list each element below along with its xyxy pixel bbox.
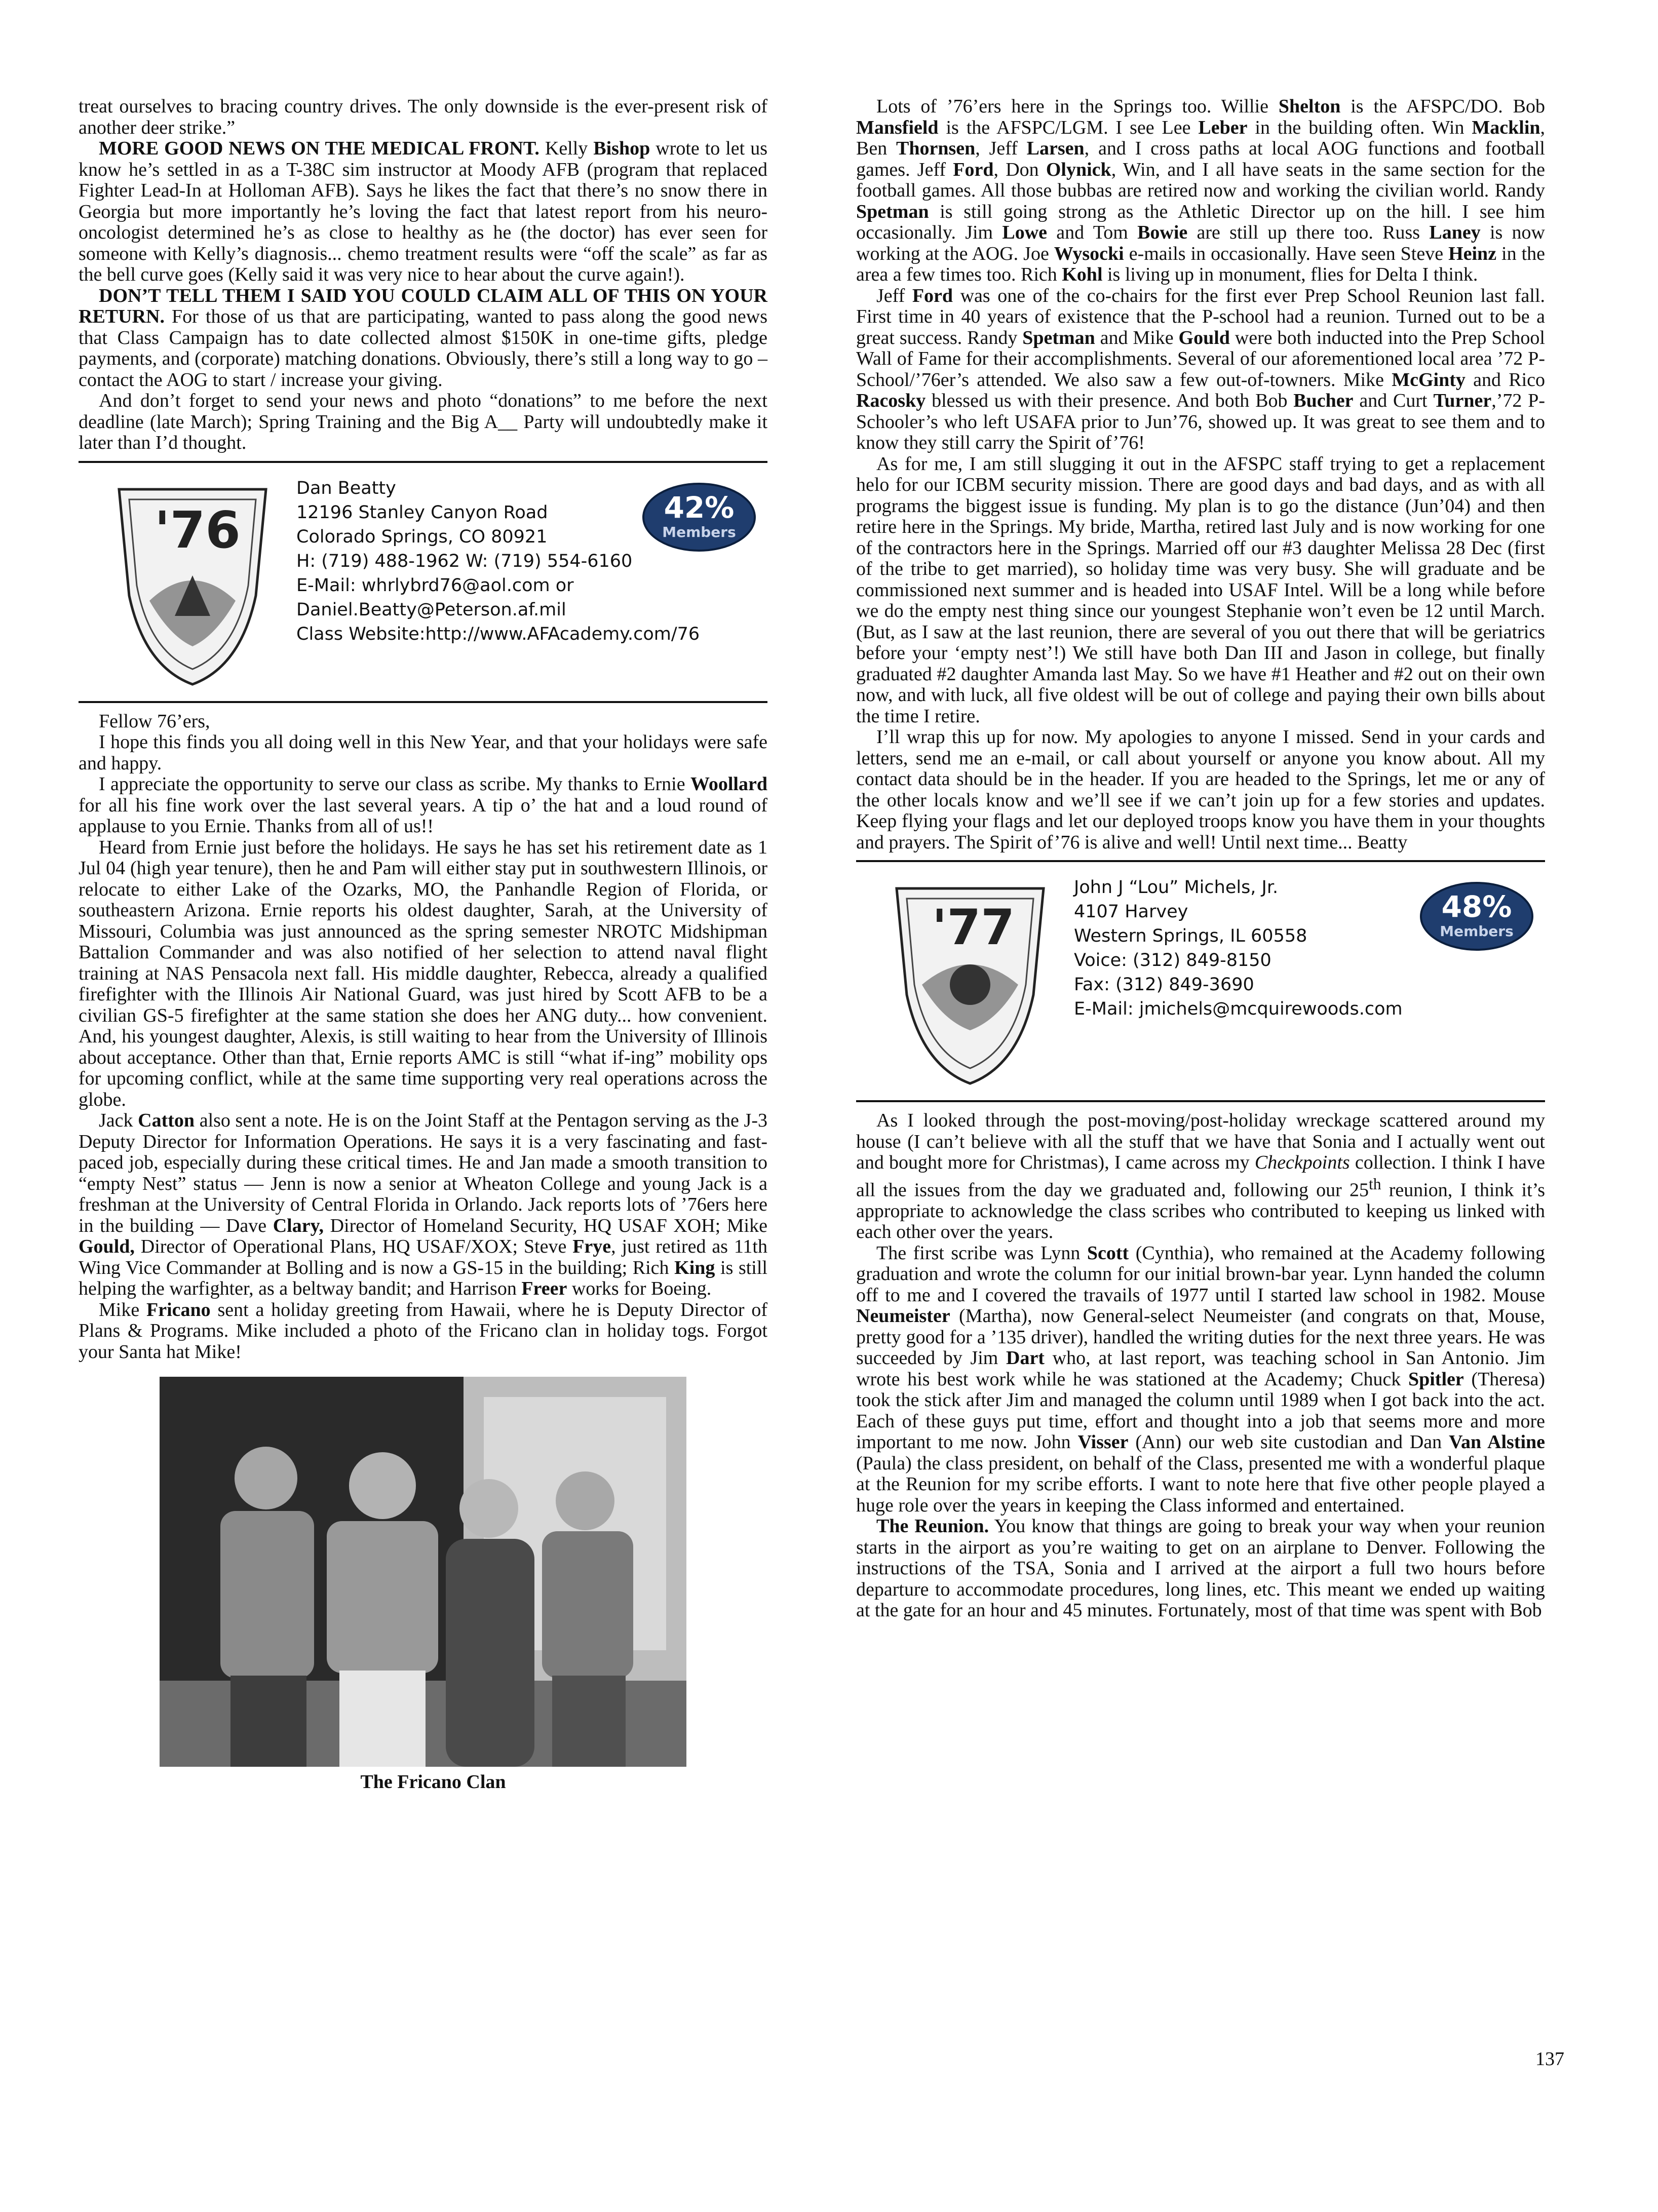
scribe-contact-info [296, 476, 700, 646]
scribe-name: Dan Beatty [296, 478, 396, 498]
photo-caption: The Fricano Clan [360, 1771, 506, 1793]
paragraph: MORE GOOD NEWS ON THE MEDICAL FRONT. Kelly Bishop wrote to let us know he’s settled in as a T-38C sim instructor at Moody AFB (program that replaced Fighter Lead-In at Holloman AFB). Says he likes the fact that there’s no snow there in Georgia but more importantly he’s loving the fact that latest report from his neuro-oncologist determined he’s as close to healthy as he (the doctor) has ever seen for someone with Kelly’s diagnosis... chemo treatment results were “off the scale” as far as the bell curve goes (Kelly said it was very nice to hear about the curve again!). [79, 138, 767, 285]
scribe-street: 12196 Stanley Canyon Road [296, 502, 548, 523]
scribe-voice: Voice: (312) 849-8150 [1074, 950, 1271, 971]
membership-badge [641, 481, 757, 553]
crest-year-label: '77 [932, 899, 1015, 956]
paragraph: As for me, I am still slugging it out in the AFSPC staff trying to get a replacement helo for our ICBM security mission. There are good days and bad days, and as with all programs the biggest issue is funding. My plan is to go the distance (Jun’04) and then retire here in the Springs. My bride, Martha, retired last July and is now working for one of the contractors here in the Springs. Married off our #3 daughter Melissa 28 Dec (first of the tribe to get married), so holiday time was very busy. She will graduate and be commissioned next summer and is headed into USAF Intel. Will be a long while before we do the empty nest thing since our youngest Stephanie won’t even be 12 until March. (But, as I saw at the last reunion, there are several of you out there that will be geriatrics before your ‘empty nest’!) We still have both Dan III and Jason in college, but finally graduated #2 daughter Amanda last May. So we have #1 Heather and #2 out on their own now, and with luck, all five oldest will be out of college and paying their own bills about the time I retire. [856, 453, 1545, 727]
membership-percent: 48% [1441, 889, 1512, 924]
paragraph: As I looked through the post-moving/post-holiday wreckage scattered around my house (I can’t believe with all the stuff that we have that Sonia and I actually went out and bought more for Christmas), I came across my Checkpoints collection. I think I have all the issues from the day we graduated and, following our 25th reunion, I think it’s appropriate to acknowledge the class scribes who contributed to keeping us linked with each other over the years. [856, 1110, 1545, 1243]
paragraph: Heard from Ernie just before the holidays. He says he has set his retirement date as 1 Jul 04 (high year tenure), then he and Pam will either stay put in southwestern Illinois, or relocate to either Lake of the Ozarks, MO, the Panhandle Region of Florida, or southeastern Arizona. Ernie reports his oldest daughter, Sarah, at the University of Missouri, Columbia was just announced as the spring semester NROTC Midshipman Battalion Commander and was also notified of her selection to attend naval flight training at NAS Pensacola next fall. His middle daughter, Rebecca, already a qualified firefighter with the Illinois Air National Guard, was just hired by Scott AFB to be a civilian GS-5 firefighter at the same station she does her ANG duty... how convenient. And, his youngest daughter, Alexis, is still waiting to hear from the University of Illinois about acceptance. Other than that, Ernie reports AMC is still “what if-ing” mobility ops for upcoming conflict, while at the same time supporting very real operations across the globe. [79, 836, 767, 1110]
paragraph: Fellow 76’ers, [99, 710, 210, 732]
scribe-email: E-Mail: jmichels@mcquirewoods.com [1074, 999, 1403, 1019]
left-column [79, 96, 767, 1793]
crest-year-label: '76 [155, 500, 241, 560]
scribe-street: 4107 Harvey [1074, 902, 1188, 922]
scribe-contact-info [1074, 875, 1403, 1021]
class-crest-icon [114, 484, 271, 687]
class-crest-icon [892, 883, 1049, 1086]
scribe-email-2: Daniel.Beatty@Peterson.af.mil [296, 599, 566, 620]
right-column [856, 96, 1545, 1621]
class-1977-header [856, 860, 1545, 1102]
membership-badge [1418, 880, 1535, 952]
class-1976-header [79, 461, 767, 703]
paragraph: The first scribe was Lynn Scott (Cynthia), who remained at the Academy following graduation and wrote the column for our initial brown-bar year. Lynn handed the column off to me and I covered the travails of 1977 until I started law school in 1982. Mouse Neumeister (Martha), now General-select Neumeister (and congrats on that, Mouse, pretty good for a ’135 driver), handled the writing duties for the next three years. He was succeeded by Jim Dart who, at last report, was teaching school in San Antonio. Jim wrote his best work while he was stationed at the Academy; Chuck Spitler (Theresa) took the stick after Jim and managed the column until 1989 when I got back into the act. Each of these guys put time, effort and thought into a job that seems more and more important to me now. John Visser (Ann) our web site custodian and Dan Van Alstine (Paula) the class president, on behalf of the Class, presented me with a wonderful plaque at the Reunion for my scribe efforts. I want to note here that five other people played a huge role over the years in keeping the Class informed and entertained. [856, 1242, 1546, 1516]
paragraph: DON’T TELL THEM I SAID YOU COULD CLAIM ALL OF THIS ON YOUR RETURN. For those of us that are participating, wanted to pass along the good news that Class Campaign has to date collected almost $150K in one-time gifts, pledge payments, and (corporate) matching donations. Obviously, there’s still a long way to go – contact the AOG to start / increase your giving. [79, 285, 767, 391]
paragraph: Mike Fricano sent a holiday greeting from Hawaii, where he is Deputy Director of Plans & Programs. Mike included a photo of the Fricano clan in holiday togs. Forgot your Santa hat Mike! [79, 1299, 767, 1363]
scribe-email: E-Mail: whrlybrd76@aol.com or [296, 575, 574, 596]
paragraph: I’ll wrap this up for now. My apologies to anyone I missed. Send in your cards and letters, send me an e-mail, or call about yourself or anyone you know about. All my contact data should be in the header. If you are headed to the Springs, let me or any of the other locals know and we’ll see if we can’t join up for a few stories and updates. Keep flying your flags and let our deployed troops know you have them in your thoughts and prayers. The Spirit of’76 is alive and well! Until next time... Beatty [856, 726, 1545, 853]
paragraph: Lots of ’76’ers here in the Springs too. Willie Shelton is the AFSPC/DO. Bob Mansfield is the AFSPC/LGM. I see Lee Leber in the building often. Win Macklin, Ben Thornsen, Jeff Larsen, and I cross paths at local AOG functions and football games. Jeff Ford, Don Olynick, Win, and I all have seats in the same section for the football games. All those bubbas are retired now and working the civilian world. Randy Spetman is still going strong as the Athletic Director up on the hill. I see him occasionally. Jim Lowe and Tom Bowie are still up there too. Russ Laney is now working at the AOG. Joe Wysocki e-mails in occasionally. Have seen Steve Heinz in the area a few times too. Rich Kohl is living up in monument, flies for Delta I think. [856, 96, 1546, 285]
paragraph: Jack Catton also sent a note. He is on the Joint Staff at the Pentagon serving as the J-3 Deputy Director for Information Operations. He says it is a very fascinating and fast-paced job, especially during these critical times. He and Jan made a smooth transition to “empty Nest” status — Jenn is now a senior at Wheaton College and young Jack is a freshman at the University of Central Florida in Orlando. Jack reports lots of ’76ers here in the building — Dave Clary, Director of Homeland Security, HQ USAF XOH; Mike Gould, Director of Operational Plans, HQ USAF/XOX; Steve Frye, just retired as 11th Wing Vice Commander at Bolling and is now a GS-15 in the building; Rich King is still helping the warfighter, as a beltway bandit; and Harrison Freer works for Boeing. [79, 1110, 767, 1299]
scribe-phones: H: (719) 488-1962 W: (719) 554-6160 [296, 551, 633, 571]
page-number: 137 [1535, 2048, 1564, 2070]
scribe-city: Western Springs, IL 60558 [1074, 926, 1307, 946]
membership-label: Members [1440, 923, 1514, 940]
paragraph: treat ourselves to bracing country drives. The only downside is the ever-present risk of another deer strike.” [79, 96, 767, 138]
membership-label: Members [662, 523, 736, 540]
paragraph: I hope this finds you all doing well in this New Year, and that your holidays were safe and happy. [79, 731, 767, 774]
class-website: Class Website:http://www.AFAcademy.com/76 [296, 624, 700, 644]
scribe-name: John J “Lou” Michels, Jr. [1074, 877, 1279, 898]
scribe-fax: Fax: (312) 849-3690 [1074, 975, 1254, 995]
membership-percent: 42% [664, 490, 735, 525]
paragraph: I appreciate the opportunity to serve our class as scribe. My thanks to Ernie Woollard for all his fine work over the last several years. A tip o’ the hat and a loud round of applause to you Ernie. Thanks from all of us!! [79, 773, 767, 837]
scribe-city: Colorado Springs, CO 80921 [296, 526, 548, 547]
paragraph: Jeff Ford was one of the co-chairs for the first ever Prep School Reunion last fall. First time in 40 years of existence that the P-school had a reunion. Turned out to be a great success. Randy Spetman and Mike Gould were both inducted into the Prep School Wall of Fame for their accomplishments. Several of our aforementioned local area ’72 P-School/’76er’s attended. We also saw a few out-of-towners. Mike McGinty and Rico Racosky blessed us with their presence. And both Bob Bucher and Curt Turner,’72 P-Schooler’s who left USAFA prior to Jun’76, showed up. It was great to see them and to know they still carry the Spirit of’76! [856, 285, 1545, 453]
family-photo [160, 1377, 686, 1767]
paragraph: And don’t forget to send your news and photo “donations” to me before the next deadline (late March); Spring Training and the Big A__ Party will undoubtedly make it later than I’d thought. [79, 390, 767, 453]
paragraph: The Reunion. You know that things are going to break your way when your reunion starts in the airport as you’re waiting to get on an airplane to Denver. Following the instructions of the TSA, Sonia and I arrived at the airport a full two hours before departure to accommodate procedures, long lines, etc. This meant we ended up waiting at the gate for an hour and 45 minutes. Fortunately, most of that time was spent with Bob [856, 1516, 1545, 1621]
